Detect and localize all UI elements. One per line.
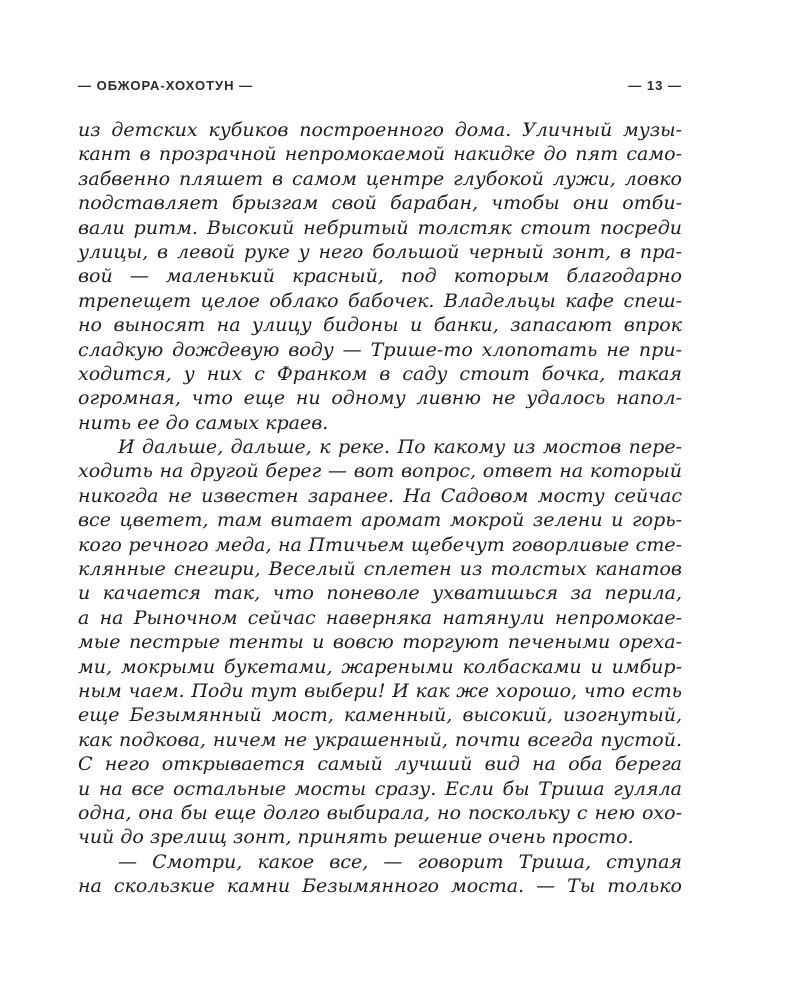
text-line: огромная, что еще ни одному ливню не удалось напол- [78, 387, 682, 410]
title-right-dash: — [239, 77, 254, 93]
text-line: ходить на другой берег — вот вопрос, ответ на который [78, 460, 682, 483]
text-line: все цветет, там витает аромат мокрой зелени и горь- [78, 509, 682, 532]
running-head [78, 74, 682, 96]
text-line-paragraph-start: — Смотри, какое все, — говорит Триша, ступая [118, 850, 682, 873]
text-line: как подкова, ничем не украшенный, почти всегда пустой. [78, 728, 682, 751]
text-line: вали ритм. Высокий небритый толстяк стоит посреди [78, 216, 682, 239]
text-line: улицы, в левой руке у него большой черный зонт, в пра- [78, 240, 682, 263]
text-line: на скользкие камни Безымянного моста. — Ты только [78, 875, 682, 898]
text-line: еще Безымянный мост, каменный, высокий, изогнутый, [78, 704, 682, 727]
text-line: но выносят на улицу бидоны и банки, запасают впрок [78, 314, 682, 337]
text-line: С него открывается самый лучший вид на оба берега [78, 753, 682, 776]
text-line: ходится, у них с Франком в саду стоит бочка, такая [78, 362, 682, 385]
body-text [78, 118, 682, 899]
text-line: а на Рыночном сейчас наверняка натянули непромокае- [78, 606, 682, 629]
text-line-paragraph-end: нить ее до самых краев. [78, 411, 329, 434]
text-line: трепещет целое облако бабочек. Владельцы кафе спеш- [78, 289, 682, 312]
text-line: забвенно пляшет в самом центре глубокой лужи, ловко [78, 167, 682, 190]
text-line: одна, она бы еще долго выбирала, но поскольку с нею охо- [78, 801, 682, 824]
page-number-left-dash: — [628, 77, 643, 93]
text-line: вой — маленький красный, под которым благодарно [78, 265, 682, 288]
text-line-paragraph-end: чий до зрелищ зонт, принять решение очень просто. [78, 826, 634, 849]
text-line: ным чаем. Поди тут выбери! И как же хорошо, что есть [78, 679, 682, 702]
page-number: 13 [646, 77, 664, 93]
text-line: и на все остальные мосты сразу. Если бы Триша гуляла [78, 777, 682, 800]
title-left-dash: — [78, 77, 92, 93]
text-line: кант в прозрачной непромокаемой накидке до пят само- [78, 143, 682, 166]
text-line: сладкую дождевую воду — Трише-то хлопотать не при- [78, 338, 682, 361]
book-title: ОБЖОРА-ХОХОТУН [96, 77, 235, 93]
text-line: клянные снегири, Веселый сплетен из толстых канатов [78, 558, 682, 581]
text-line: никогда не известен заранее. На Садовом мосту сейчас [78, 484, 682, 507]
page-number-group [628, 78, 682, 93]
text-line: и качается так, что поневоле ухватишься за перила, [78, 582, 682, 605]
running-head-title-group [78, 78, 253, 93]
text-line: мые пестрые тенты и вовсю торгуют печеными ореха- [78, 631, 682, 654]
page-number-right-dash: — [668, 77, 682, 93]
text-line-paragraph-start: И дальше, дальше, к реке. По какому из мостов пере- [118, 436, 682, 459]
text-line: из детских кубиков построенного дома. Уличный музы- [78, 119, 682, 141]
text-line: кого речного меда, на Птичьем щебечут говорливые сте- [78, 533, 682, 556]
text-line: ми, мокрыми букетами, жареными колбасками и имбир- [78, 655, 682, 678]
text-line: подставляет брызгам свой барабан, чтобы они отби- [78, 192, 682, 215]
